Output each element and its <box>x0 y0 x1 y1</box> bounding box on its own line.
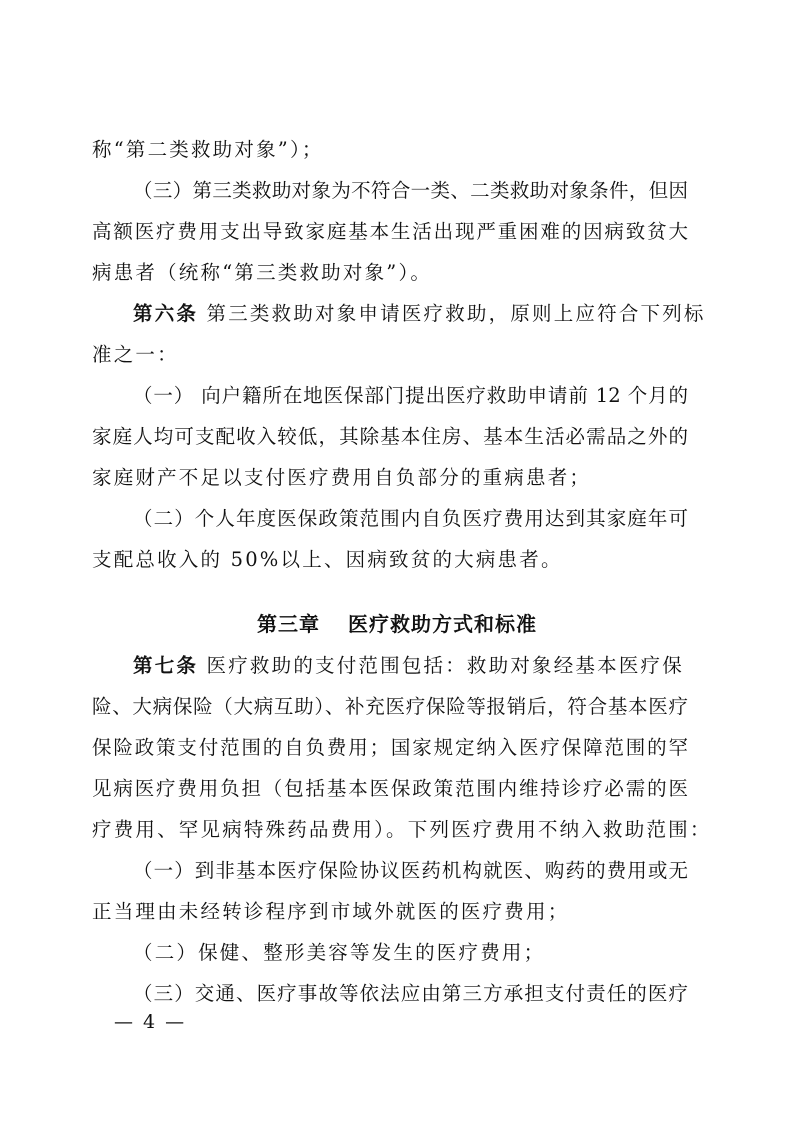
text-line: 家庭人均可支配收入较低，其除基本住房、基本生活必需品之外的 <box>92 425 688 448</box>
chapter-heading <box>0 611 794 637</box>
text-line: （二）个人年度医保政策范围内自负医疗费用达到其家庭年可 <box>133 507 688 530</box>
text-line: 正当理由未经转诊程序到市域外就医的医疗费用； <box>92 900 570 923</box>
article-number: 第七条 <box>133 654 199 677</box>
text-line: 支配总收入的 50%以上、因病致贫的大病患者。 <box>92 548 563 571</box>
text-line: 病患者（统称“第三类救助对象”）。 <box>92 261 433 284</box>
text-span: 医疗救助的支付范围包括：救助对象经基本医疗保 <box>206 654 684 677</box>
text-line: 准之一： <box>92 343 179 366</box>
article-line <box>133 653 688 679</box>
text-line: 高额医疗费用支出导致家庭基本生活出现严重困难的因病致贫大 <box>92 220 688 243</box>
text-line: 见病医疗费用负担（包括基本医保政策范围内维持诊疗必需的医 <box>92 777 688 800</box>
text-line: 保险政策支付范围的自负费用；国家规定纳入医疗保障范围的罕 <box>92 736 688 759</box>
chapter-title: 医疗救助方式和标准 <box>348 612 537 636</box>
text-line: （一）到非基本医疗保险协议医药机构就医、购药的费用或无 <box>133 859 688 882</box>
text-line: （三）第三类救助对象为不符合一类、二类救助对象条件，但因 <box>133 179 688 202</box>
text-span: 第三类救助对象申请医疗救助，原则上应符合下列标 <box>206 302 706 325</box>
text-line: 称“第二类救助对象”）； <box>92 138 324 161</box>
text-line: 家庭财产不足以支付医疗费用自负部分的重病患者； <box>92 466 592 489</box>
text-line: 疗费用、罕见病特殊药品费用）。下列医疗费用不纳入救助范围： <box>92 818 712 841</box>
article-number: 第六条 <box>133 302 199 325</box>
article-line <box>133 301 706 327</box>
chapter-number: 第三章 <box>257 612 320 636</box>
text-line: （三）交通、医疗事故等依法应由第三方承担支付责任的医疗 <box>133 982 688 1005</box>
text-line: 险、大病保险（大病互助）、补充医疗保险等报销后，符合基本医疗 <box>92 695 688 718</box>
page-number: — 4 — <box>114 1011 187 1033</box>
text-line: （一） 向户籍所在地医保部门提出医疗救助申请前 12 个月的 <box>133 384 688 407</box>
text-line: （二）保健、整形美容等发生的医疗费用； <box>133 941 546 964</box>
